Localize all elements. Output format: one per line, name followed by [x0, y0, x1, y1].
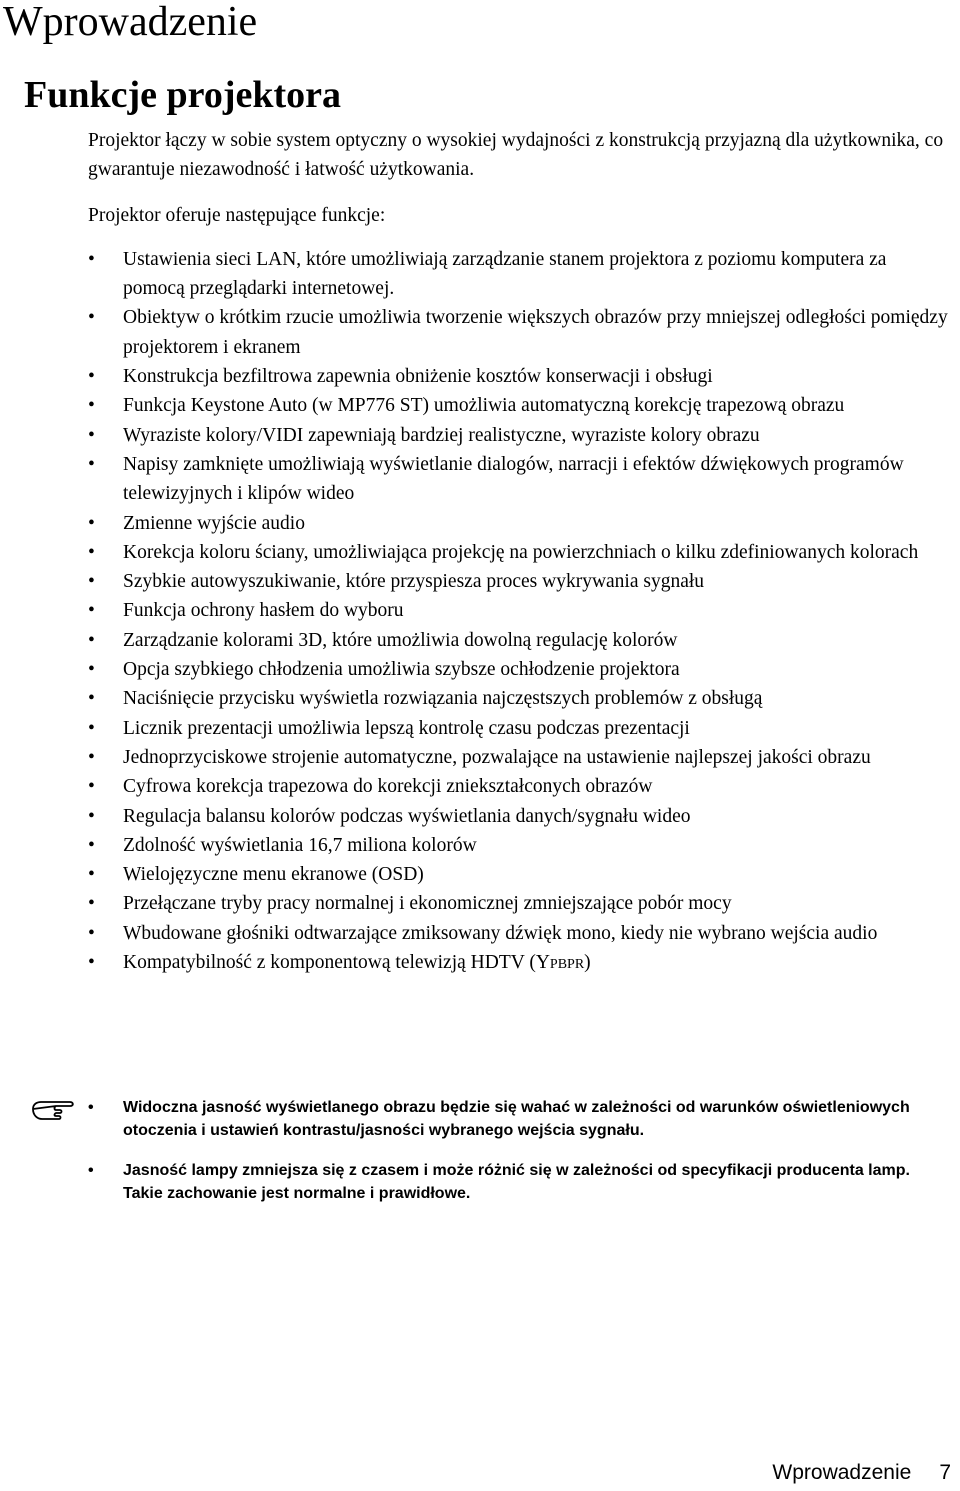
notes-list	[88, 1096, 928, 1205]
pb-subscript: PB	[549, 957, 568, 973]
feature-item: • Wielojęzyczne menu ekranowe (OSD)	[88, 860, 948, 889]
feature-item: • Regulacja balansu kolorów podczas wyświetlania danych/sygnału wideo	[88, 802, 948, 831]
feature-item: • Cyfrowa korekcja trapezowa do korekcji zniekształconych obrazów	[88, 772, 948, 801]
feature-item: • Ustawienia sieci LAN, które umożliwiają zarządzanie stanem projektora z poziomu komputera za pomocą przeglądarki internetowej.	[88, 245, 948, 304]
feature-item: • Opcja szybkiego chłodzenia umożliwia szybsze ochłodzenie projektora	[88, 655, 948, 684]
feature-item: • Wbudowane głośniki odtwarzające zmiksowany dźwięk mono, kiedy nie wybrano wejścia audio	[88, 919, 948, 948]
feature-item-hdtv	[88, 948, 948, 979]
feature-item: • Zarządzanie kolorami 3D, które umożliwia dowolną regulację kolorów	[88, 626, 948, 655]
feature-list	[88, 245, 948, 979]
feature-item: • Naciśnięcie przycisku wyświetla rozwiązania najczęstszych problemów z obsługą	[88, 684, 948, 713]
feature-item: • Zmienne wyjście audio	[88, 509, 948, 538]
feature-item: • Licznik prezentacji umożliwia lepszą kontrolę czasu podczas prezentacji	[88, 714, 948, 743]
intro-paragraph: Projektor łączy w sobie system optyczny o wysokiej wydajności z konstrukcją przyjazną dla użytkownika, co gwarantuje niezawodność i łatwość użytkowania.	[88, 130, 944, 181]
note-item: • Widoczna jasność wyświetlanego obrazu będzie się wahać w zależności od warunków oświetleniowych otoczenia i ustawień kontrastu/jasności wybranego wejścia sygnału.	[88, 1096, 928, 1142]
page-footer	[772, 1460, 951, 1486]
feature-item: • Przełączane tryby pracy normalnej i ekonomicznej zmniejszające pobór mocy	[88, 889, 948, 918]
feature-item: • Jednoprzyciskowe strojenie automatyczne, pozwalające na ustawienie najlepszej jakości obrazu	[88, 743, 948, 772]
hdtv-text: Kompatybilność z komponentową telewizją HDTV (Y	[123, 952, 550, 974]
feature-item: • Szybkie autowyszukiwanie, które przyspiesza proces wykrywania sygnału	[88, 567, 948, 596]
notes-block	[88, 1096, 928, 1205]
pr-subscript: PR	[567, 957, 585, 973]
feature-item: • Konstrukcja bezfiltrowa zapewnia obniżenie kosztów konserwacji i obsługi	[88, 362, 948, 391]
feature-item: • Funkcja ochrony hasłem do wyboru	[88, 596, 948, 625]
feature-item: • Wyraziste kolory/VIDI zapewniają bardziej realistyczne, wyraziste kolory obrazu	[88, 421, 948, 450]
section-body	[88, 126, 948, 979]
footer-chapter-label: Wprowadzenie	[772, 1461, 912, 1484]
note-item: • Jasność lampy zmniejsza się z czasem i może różnić się w zależności od specyfikacji producenta lamp. Takie zachowanie jest normalne i prawidłowe.	[88, 1159, 928, 1205]
feature-item: • Obiektyw o krótkim rzucie umożliwia tworzenie większych obrazów przy mniejszej odległości pomiędzy projektorem i ekranem	[88, 303, 948, 362]
feature-item: • Zdolność wyświetlania 16,7 miliona kolorów	[88, 831, 948, 860]
pointing-hand-icon	[30, 1094, 82, 1122]
page-number: 7	[939, 1461, 951, 1484]
feature-item: • Korekcja koloru ściany, umożliwiająca projekcję na powierzchniach o kilku zdefiniowanych kolorach	[88, 538, 948, 567]
feature-item: • Funkcja Keystone Auto (w MP776 ST) umożliwia automatyczną korekcję trapezową obrazu	[88, 391, 948, 420]
chapter-title: Wprowadzenie	[3, 0, 258, 45]
intro-lead-in: Projektor oferuje następujące funkcje:	[88, 204, 386, 226]
hdtv-close-paren: )	[584, 952, 591, 974]
feature-item: • Napisy zamknięte umożliwiają wyświetlanie dialogów, narracji i efektów dźwiękowych programów telewizyjnych i klipów wideo	[88, 450, 948, 509]
section-title: Funkcje projektora	[24, 74, 341, 116]
